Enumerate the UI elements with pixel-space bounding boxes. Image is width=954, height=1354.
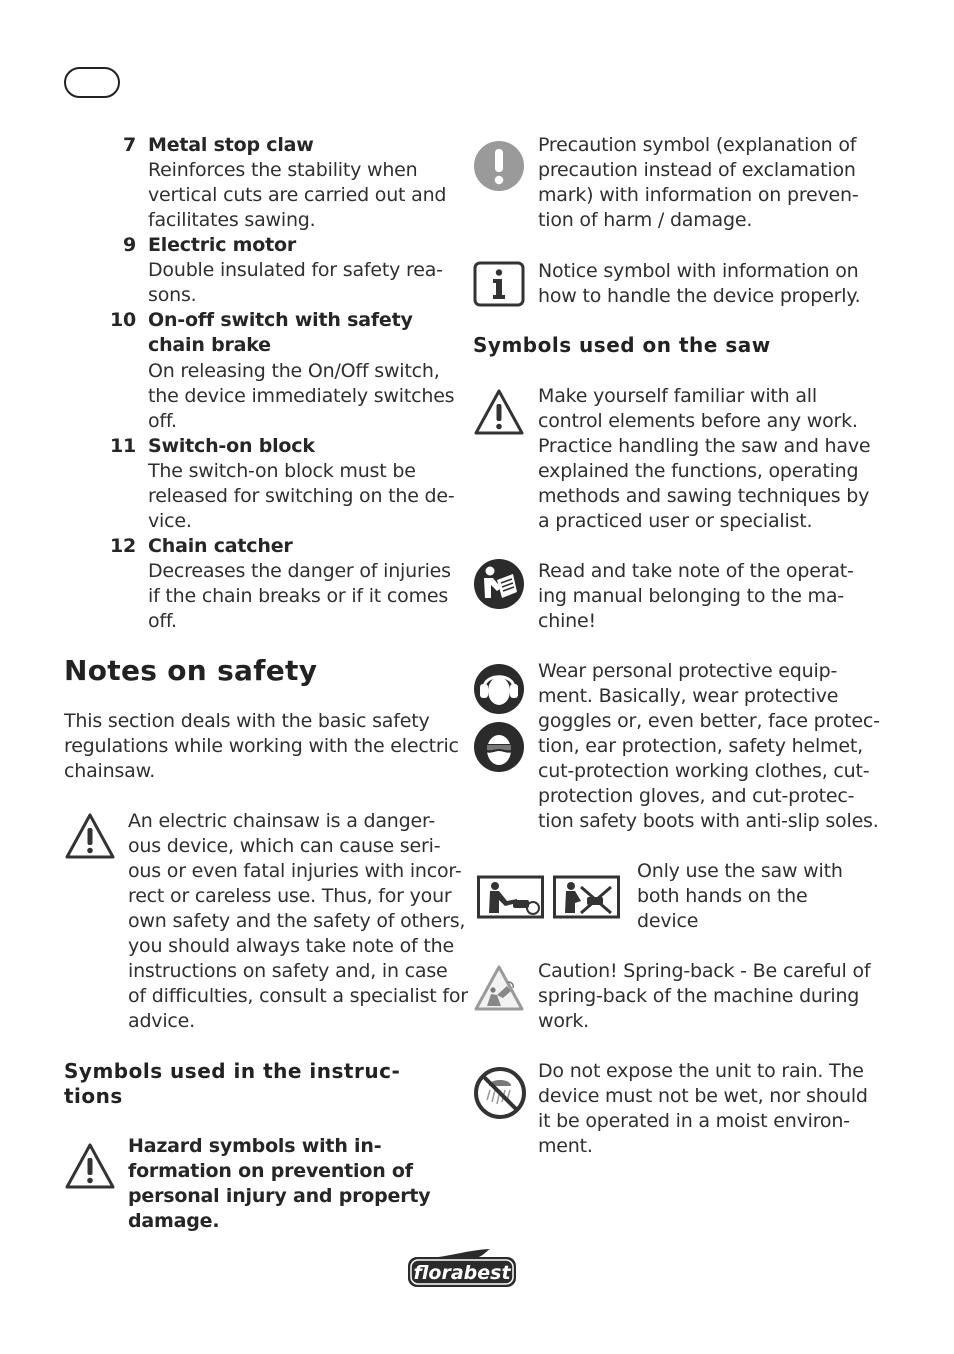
text-line: mark) with information on preven- (538, 184, 859, 206)
text-line: advice. (128, 1010, 196, 1032)
subsection-heading: Symbols used on the saw (473, 333, 771, 357)
safety-intro: This section deals with the basic safety (64, 710, 430, 732)
part-number: 9 (122, 234, 136, 256)
part-number: 11 (109, 435, 136, 457)
section-heading: Notes on safety (64, 654, 318, 687)
text-line: explained the functions, operating (538, 460, 859, 482)
brand-logo (406, 1246, 518, 1290)
text-line: personal injury and property (128, 1185, 431, 1207)
text-line: tion, ear protection, safety helmet, (538, 735, 863, 757)
text-line: Precaution symbol (explanation of (538, 134, 857, 156)
text-line: you should always take note of the (128, 935, 454, 957)
part-description: the device immediately switches (148, 385, 455, 407)
part-description: Reinforces the stability when (148, 159, 418, 181)
language-badge (64, 67, 120, 98)
text-line: Read and take note of the operat- (538, 560, 854, 582)
text-line: work. (538, 1010, 590, 1032)
text-line: device must not be wet, nor should (538, 1085, 868, 1107)
text-line: instructions on safety and, in case (128, 960, 448, 982)
text-line: methods and sawing techniques by (538, 485, 870, 507)
part-title: Metal stop claw (148, 134, 314, 156)
text-line: ing manual belonging to the ma- (538, 585, 844, 607)
warning-triangle-icon (473, 388, 525, 436)
read-manual-icon (473, 558, 525, 610)
info-box-icon (473, 261, 525, 307)
text-line: cut-protection working clothes, cut- (538, 760, 870, 782)
part-title: Switch-on block (148, 435, 315, 457)
text-line: Make yourself familiar with all (538, 385, 817, 407)
warning-triangle-icon (64, 1142, 116, 1190)
part-number: 7 (122, 134, 136, 156)
text-line: chine! (538, 610, 596, 632)
text-line: tion of harm / damage. (538, 209, 753, 231)
part-description: off. (148, 410, 177, 432)
text-line: Only use the saw with (637, 860, 843, 882)
kickback-warning-icon (473, 964, 525, 1012)
no-rain-icon (473, 1066, 527, 1120)
text-line: control elements before any work. (538, 410, 858, 432)
text-line: ment. (538, 1135, 593, 1157)
part-description: vice. (148, 510, 192, 532)
part-description: On releasing the On/Off switch, (148, 360, 440, 382)
text-line: protection gloves, and cut-protec- (538, 785, 855, 807)
text-line: how to handle the device properly. (538, 285, 861, 307)
subsection-heading: Symbols used in the instruc- (64, 1059, 401, 1083)
ear-protection-icon (473, 663, 525, 715)
part-number: 12 (109, 535, 136, 557)
safety-intro: chainsaw. (64, 760, 156, 782)
part-description: facilitates sawing. (148, 209, 316, 231)
text-line: ment. Basically, wear protective (538, 685, 839, 707)
text-line: goggles or, even better, face protec- (538, 710, 880, 732)
text-line: own safety and the safety of others, (128, 910, 466, 932)
part-title: On-off switch with safety (148, 309, 413, 331)
safety-intro: regulations while working with the electric (64, 735, 459, 757)
text-line: ous device, which can cause seri- (128, 835, 441, 857)
text-line: Hazard symbols with in- (128, 1135, 382, 1157)
part-title: Electric motor (148, 234, 297, 256)
text-line: formation on prevention of (128, 1160, 413, 1182)
exclamation-circle-icon (473, 140, 525, 192)
two-hands-operation-icon (477, 875, 621, 919)
text-line: it be operated in a moist environ- (538, 1110, 850, 1132)
part-description: released for switching on the de- (148, 485, 455, 507)
text-line: precaution instead of exclamation (538, 159, 856, 181)
text-line: Do not expose the unit to rain. The (538, 1060, 864, 1082)
warning-triangle-icon (64, 812, 116, 860)
part-description: Double insulated for safety rea- (148, 259, 443, 281)
subsection-heading: tions (64, 1084, 123, 1108)
text-line: An electric chainsaw is a danger- (128, 810, 436, 832)
text-line: damage. (128, 1210, 220, 1232)
part-description: vertical cuts are carried out and (148, 184, 447, 206)
brand-name: florabest (413, 1262, 511, 1284)
text-line: rect or careless use. Thus, for your (128, 885, 452, 907)
text-line: ous or even fatal injuries with incor- (128, 860, 462, 882)
text-line: both hands on the (637, 885, 808, 907)
part-title: chain brake (148, 334, 271, 356)
text-line: Caution! Spring-back - Be careful of (538, 960, 871, 982)
text-line: spring-back of the machine during (538, 985, 860, 1007)
text-line: Practice handling the saw and have (538, 435, 871, 457)
part-description: off. (148, 610, 177, 632)
part-description: The switch-on block must be (148, 460, 416, 482)
part-number: 10 (109, 309, 136, 331)
part-description: Decreases the danger of injuries (148, 560, 451, 582)
text-line: Wear personal protective equip- (538, 660, 838, 682)
text-line: tion safety boots with anti-slip soles. (538, 810, 879, 832)
text-line: a practiced user or specialist. (538, 510, 813, 532)
goggles-icon (473, 721, 525, 773)
text-line: device (637, 910, 699, 932)
text-line: Notice symbol with information on (538, 260, 859, 282)
part-description: sons. (148, 284, 197, 306)
text-line: of difficulties, consult a specialist for (128, 985, 468, 1007)
part-title: Chain catcher (148, 535, 293, 557)
part-description: if the chain breaks or if it comes (148, 585, 449, 607)
